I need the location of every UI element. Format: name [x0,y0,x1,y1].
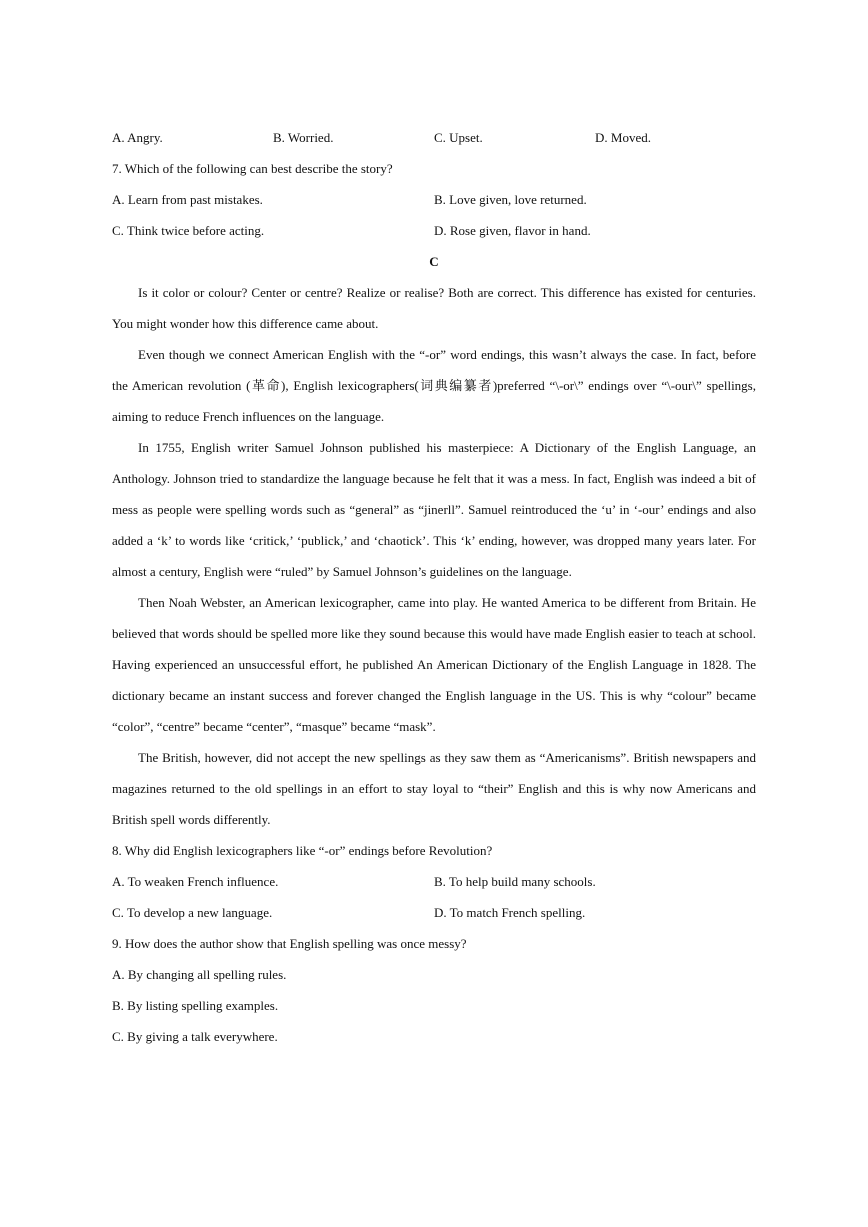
q8-option-b: B. To help build many schools. [434,874,596,889]
q9-question: 9. How does the author show that English spelling was once messy? [112,936,467,951]
passage-paragraph-1: Is it color or colour? Center or centre? Realize or realise? Both are correct. This difference has existed for centuries. You might wonder how this difference came about. [112,285,756,331]
passage-paragraph-5: The British, however, did not accept the new spellings as they saw them as “Americanisms”. British newspapers and magazines returned to the old spellings in an effort to stay loyal to “their” English and this is why now Americans and British spell words differently. [112,750,756,827]
q7-options-row-2 [112,215,756,246]
passage-paragraph-3: In 1755, English writer Samuel Johnson published his masterpiece: A Dictionary of the English Language, an Anthology. Johnson tried to standardize the language because he felt that it was a mess. In fact, English was indeed a bit of mess as people were spelling words such as “general” as “jinerll”. Samuel reintroduced the ‘u’ in ‘-our’ endings and also added a ‘k’ to words like ‘critick,’ ‘publick,’ and ‘chaotick’. This ‘k’ ending, however, was dropped many years later. For almost a century, English were “ruled” by Samuel Johnson’s guidelines on the language. [112,440,756,579]
q7-option-c: C. Think twice before acting. [112,223,265,238]
q9-option-b: B. By listing spelling examples. [112,998,279,1013]
q9-option-c: C. By giving a talk everywhere. [112,1029,278,1044]
q7-option-a: A. Learn from past mistakes. [112,192,263,207]
exam-page [112,122,756,1052]
q7-options-row-1 [112,184,756,215]
section-title: C [429,254,439,269]
q8-option-c: C. To develop a new language. [112,905,273,920]
q6-option-d: D. Moved. [595,130,651,145]
q9-option-a: A. By changing all spelling rules. [112,967,287,982]
q8-option-a: A. To weaken French influence. [112,874,279,889]
passage-paragraph-2: Even though we connect American English with the “-or” word endings, this wasn’t always the case. In fact, before the American revolution (革命), English lexicographers(词典编纂者)preferred “\-or\” endings over “\-our\” spellings, aiming to reduce French influences on the language. [112,347,756,424]
q6-options [112,122,756,153]
q8-options-row-1 [112,866,756,897]
passage-paragraph-4: Then Noah Webster, an American lexicographer, came into play. He wanted America to be different from Britain. He believed that words should be spelled more like they sound because this would have made English easier to teach at school. Having experienced an unsuccessful effort, he published An American Dictionary of the English Language in 1828. The dictionary became an instant success and forever changed the English language in the US. This is why “colour” became “color”, “centre” became “center”, “masque” became “mask”. [112,595,756,734]
q8-option-d: D. To match French spelling. [434,905,586,920]
q8-options-row-2 [112,897,756,928]
q7-question: 7. Which of the following can best describe the story? [112,161,393,176]
q8-question: 8. Why did English lexicographers like “-or” endings before Revolution? [112,843,493,858]
q7-option-d: D. Rose given, flavor in hand. [434,223,591,238]
q6-option-b: B. Worried. [273,130,334,145]
q6-option-c: C. Upset. [434,130,483,145]
q7-option-b: B. Love given, love returned. [434,192,587,207]
q6-option-a: A. Angry. [112,130,163,145]
